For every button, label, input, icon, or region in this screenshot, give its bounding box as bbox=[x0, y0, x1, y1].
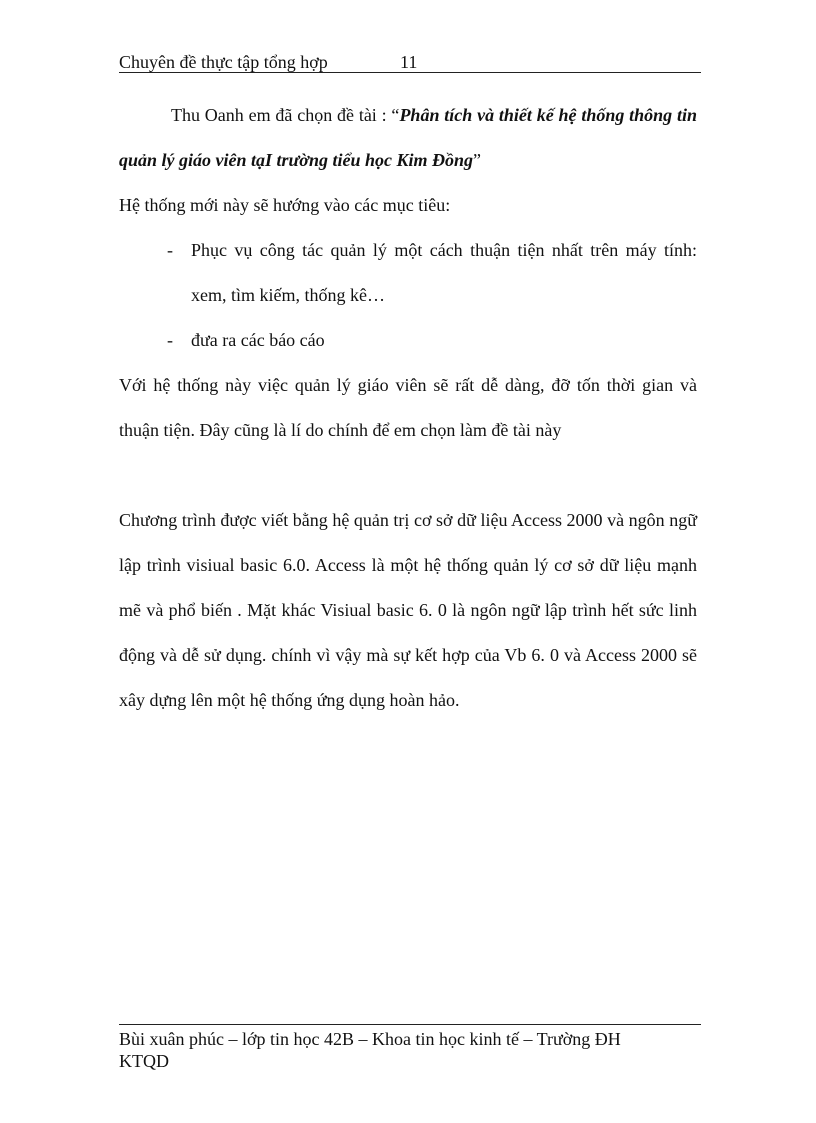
page-footer bbox=[119, 1024, 701, 1072]
benefit-paragraph: Với hệ thống này việc quản lý giáo viên sẽ rất dễ dàng, đỡ tốn thời gian và thuận tiện. Đây cũng là lí do chính để em chọn làm đề tài này bbox=[119, 375, 697, 440]
list-item bbox=[119, 228, 697, 318]
list-dash: - bbox=[167, 240, 173, 260]
list-item-text: đưa ra các báo cáo bbox=[191, 330, 325, 350]
document-body bbox=[119, 93, 697, 723]
intro-paragraph bbox=[119, 93, 697, 183]
intro-prefix: Thu Oanh em đã chọn đề tài : “ bbox=[171, 105, 400, 125]
topic-title: Phân tích và thiết kế hệ thống thông tin quản lý giáo viên tạI trường tiểu học Kim Đồng bbox=[119, 105, 697, 170]
header-title: Chuyên đề thực tập tổng hợp bbox=[119, 52, 328, 72]
footer-line-2: KTQD bbox=[119, 1051, 169, 1071]
intro-suffix: ” bbox=[473, 150, 481, 170]
page-number: 11 bbox=[400, 52, 418, 72]
page-header bbox=[119, 52, 701, 73]
technology-paragraph: Chương trình được viết bằng hệ quản trị cơ sở dữ liệu Access 2000 và ngôn ngữ lập trình visiual basic 6.0. Access là một hệ thống quản lý cơ sở dữ liệu mạnh mẽ và phổ biến . Mặt khác Visiual basic 6. 0 là ngôn ngữ lập trình hết sức linh động và dễ sử dụng. chính vì vậy mà sự kết hợp của Vb 6. 0 và Access 2000 sẽ xây dựng lên một hệ thống ứng dụng hoàn hảo. bbox=[119, 510, 697, 710]
list-item-text: Phục vụ công tác quản lý một cách thuận tiện nhất trên máy tính: xem, tìm kiếm, thống kê… bbox=[191, 240, 697, 305]
list-dash: - bbox=[167, 330, 173, 350]
objectives-paragraph: Hệ thống mới này sẽ hướng vào các mục tiêu: bbox=[119, 195, 451, 215]
list-item bbox=[119, 318, 697, 363]
footer-line-1: Bùi xuân phúc – lớp tin học 42B – Khoa tin học kinh tế – Trường ĐH bbox=[119, 1029, 621, 1049]
paragraph-gap bbox=[119, 453, 697, 498]
